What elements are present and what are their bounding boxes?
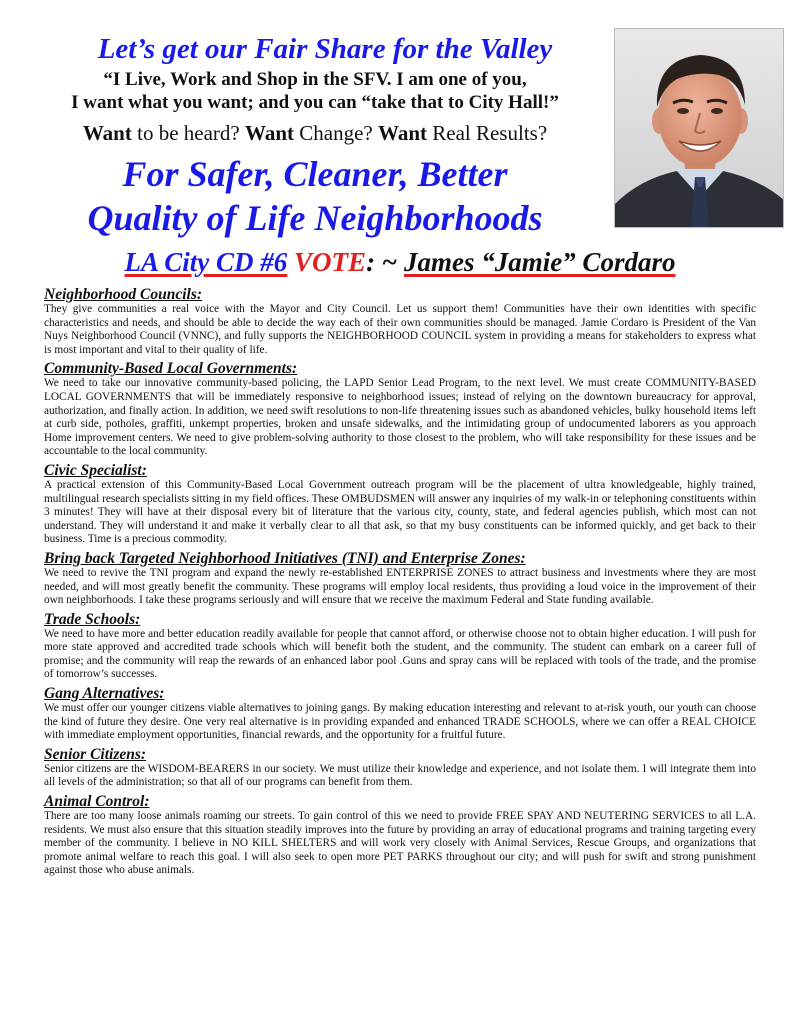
want-rest-2: Change?	[294, 121, 378, 145]
vote-word: VOTE	[294, 247, 367, 277]
want-line	[20, 120, 610, 146]
vote-line	[20, 246, 780, 278]
section-text: Senior citizens are the WISDOM-BEARERS in our society. We must utilize their knowledge and experience, and not isolate them. I will integrate them into all levels of the administration; so that all of our programs can benefit from them.	[44, 762, 756, 789]
section-text: A practical extension of this Community-Based Local Government outreach program will be the placement of ultra knowledgeable, highly trained, multilingual research specialists sitting in my field offices. These OMBUDSMEN will answer any inquiries of my walk-in or telephoning constituents within 3 minutes! They will have at their disposal every bit of literature that the various city, county, state, and federal agencies publish, which most can not understand. They will understand it and make it verbally clear to all that ask, so that my busy constituents can be informed quickly, and get back to their business. Time is a precious commodity.	[44, 478, 756, 546]
vote-separator: : ~	[366, 247, 404, 277]
candidate-portrait-image	[615, 29, 784, 228]
candidate-photo	[614, 28, 784, 228]
slogan-line-1: For Safer, Cleaner, Better	[122, 154, 508, 194]
slogan-line-2: Quality of Life Neighborhoods	[87, 198, 543, 238]
candidate-name: James “Jamie” Cordaro	[403, 247, 676, 277]
want-word-3: Want	[377, 121, 427, 145]
quote-line-2: I want what you want; and you can “take that to City Hall!”	[71, 92, 559, 113]
quote-line-1: “I Live, Work and Shop in the SFV. I am one of you,	[103, 69, 527, 90]
section-heading: Bring back Targeted Neighborhood Initiatives (TNI) and Enterprise Zones:	[44, 549, 526, 567]
section-heading: Civic Specialist:	[44, 461, 147, 479]
section-animal-control	[44, 793, 756, 878]
want-word-2: Want	[244, 121, 294, 145]
section-text: We need to have more and better education readily available for people that cannot afford, or otherwise choose not to obtain higher education. I will push for more state approved and accredited trade schools which will benefit both the student, and the community. The student can embark on a career full of promise; and the community will reap the rewards of an enhanced labor pool .Guns and spray cans will be replaced with tools of the trade, and the promise of tomorrow’s successes.	[44, 627, 756, 681]
want-rest-3: Real Results?	[427, 121, 548, 145]
section-heading: Community-Based Local Governments:	[44, 360, 298, 378]
section-neighborhood-councils	[44, 286, 756, 357]
slogan	[20, 152, 610, 240]
want-word-1: Want	[82, 121, 132, 145]
section-text: We must offer our younger citizens viable alternatives to joining gangs. By making education interesting and relevant to at-risk youth, our youth can choose the kind of future they desire. One very real alternative is in providing expanded and enhanced TRADE SCHOOLS, where we can offer a REAL CHOICE with immediate employment opportunities, financial rewards, and the opportunity for a fruitful future.	[44, 702, 756, 742]
section-text: We need to revive the TNI program and expand the newly re-established ENTERPRISE ZONES to attract business and investments where they are most needed, and will most greatly benefit the community. These programs will employ local residents, thus providing a loud voice in the improvement of their own neighborhoods. I take these programs seriously and will ensure that we receive the maximum Federal and State funding available.	[44, 566, 756, 607]
section-heading: Gang Alternatives:	[44, 685, 165, 703]
section-heading: Trade Schools:	[44, 610, 141, 628]
section-senior-citizens	[44, 746, 756, 790]
section-heading: Neighborhood Councils:	[44, 286, 203, 303]
platform-sections	[44, 286, 756, 881]
headline-title: Let’s get our Fair Share for the Valley	[97, 33, 553, 65]
district-label: LA City CD #6	[124, 247, 288, 277]
section-tni-enterprise-zones	[44, 550, 756, 608]
section-gang-alternatives	[44, 685, 756, 743]
section-civic-specialist	[44, 462, 756, 547]
section-heading: Senior Citizens:	[44, 745, 147, 763]
candidate-quote	[20, 68, 610, 114]
section-text: We need to take our innovative community-based policing, the LAPD Senior Lead Program, to the next level. We must create COMMUNITY-BASED LOCAL GOVERNMENTS that will be immediately responsive to neighborhood issues; instead of relying on the downtown bureaucracy for approval, authorization, and finally action. In addition, we need swift resolutions to non-life threatening issues such as abandoned vehicles, bulky household items left at curb side, potholes, graffiti, unkempt properties, broken and unsafe sidewalks, and the intimidating group of undocumented laborers as you approach Home improvement centers. We need to give problem-solving authority to those closest to the problem, who will take responsibility for these issues and be accountable to the local community.	[44, 377, 756, 458]
section-heading: Animal Control:	[44, 793, 150, 811]
want-rest-1: to be heard?	[131, 121, 245, 145]
section-text: They give communities a real voice with the Mayor and City Council. Let us support them! Communities have their own identities with specific characteristics and needs, and should be able to decide the way each of their own communities should be managed. Jamie Cordaro is President of the Van Nuys Neighborhood Council (VNNC), and fully supports the NEIGHBORHOOD COUNCIL system in providing a means for stakeholders to express what is most important and vital to their quality of life.	[44, 303, 756, 356]
section-text: There are too many loose animals roaming our streets. To gain control of this we need to provide FREE SPAY AND NEUTERING SERVICES to all L.A. residents. We must also ensure that this situation steadily improves into the future by providing an array of educational programs and training targeting every member of the community. I believe in NO KILL SHELTERS and will work very closely with Animal Services, Rescue Groups, and organizations that promote animal welfare to reach this goal. I will also seek to open more PET PARKS throughout our city; and will push for swift and strong punishment against those who abuse animals.	[44, 810, 756, 877]
section-community-based-local-governments	[44, 360, 756, 459]
section-trade-schools	[44, 611, 756, 682]
